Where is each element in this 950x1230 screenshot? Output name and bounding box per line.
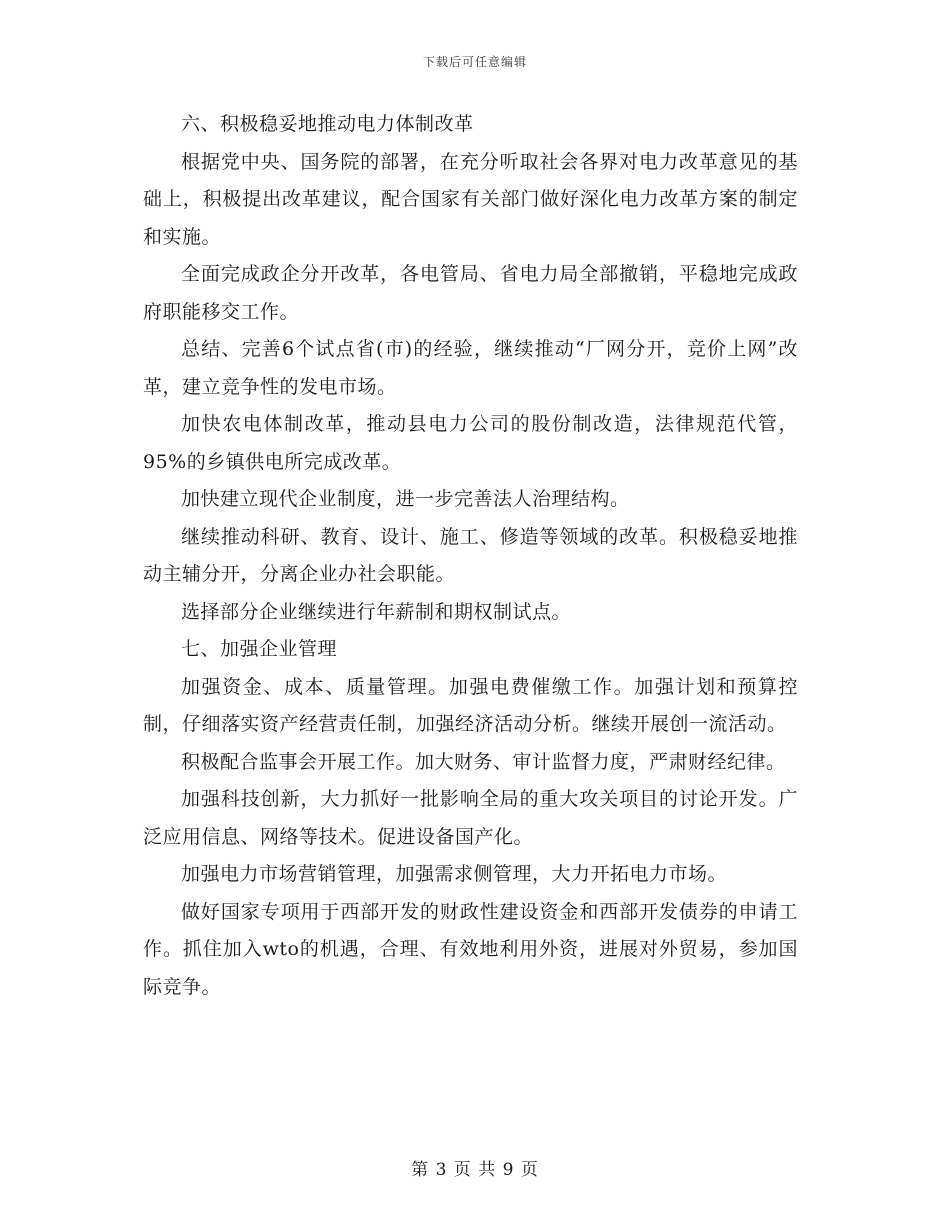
paragraph: 加快建立现代企业制度，进一步完善法人治理结构。 xyxy=(181,488,630,510)
document-body xyxy=(143,106,798,1006)
paragraph: 积极配合监事会开展工作。加大财务、审计监督力度，严肃财经纪律。 xyxy=(181,750,786,773)
paragraph: 选择部分企业继续进行年薪制和期权制试点。 xyxy=(181,600,572,623)
paragraph: 总结、完善6个试点省(市)的经验，继续推动“厂网分开，竞价上网”改革，建立竞争性的发电市场。 xyxy=(143,338,798,398)
paragraph: 加强科技创新，大力抓好一批影响全局的重大攻关项目的讨论开发。广泛应用信息、网络等技术。促进设备国产化。 xyxy=(143,788,798,848)
paragraph: 加强电力市场营销管理，加强需求侧管理，大力开拓电力市场。 xyxy=(181,863,728,885)
paragraph: 全面完成政企分开改革，各电管局、省电力局全部撤销，平稳地完成政府职能移交工作。 xyxy=(143,263,798,323)
page-header: 下载后可任意编辑 xyxy=(422,55,527,69)
paragraph: 加强资金、成本、质量管理。加强电费催缴工作。加强计划和预算控制，仔细落实资产经营责任制，加强经济活动分析。继续开展创一流活动。 xyxy=(143,675,798,735)
paragraph: 加快农电体制改革，推动县电力公司的股份制改造，法律规范代管，95%的乡镇供电所完成改革。 xyxy=(143,413,798,473)
section-heading: 六、积极稳妥地推动电力体制改革 xyxy=(181,113,474,135)
paragraph: 根据党中央、国务院的部署，在充分听取社会各界对电力改革意见的基础上，积极提出改革建议，配合国家有关部门做好深化电力改革方案的制定和实施。 xyxy=(143,150,798,248)
page-number: 第 3 页 共 9 页 xyxy=(411,1160,539,1180)
paragraph: 做好国家专项用于西部开发的财政性建设资金和西部开发债券的申请工作。抓住加入wto的机遇，合理、有效地利用外资，进展对外贸易，参加国际竞争。 xyxy=(143,900,798,998)
section-heading: 七、加强企业管理 xyxy=(181,638,338,660)
paragraph: 继续推动科研、教育、设计、施工、修造等领域的改革。积极稳妥地推动主辅分开，分离企业办社会职能。 xyxy=(143,525,798,585)
